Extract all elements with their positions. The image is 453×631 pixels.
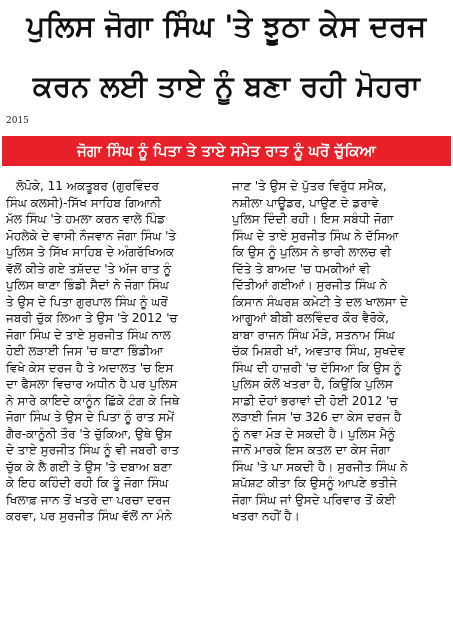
article-line: ਨੂੰ ਨਵਾ ਮੋੜ ਦੇ ਸਕਦੀ ਹੈ। ਪੁਲਿਸ ਮੈਨੂੰ: [232, 426, 396, 441]
article-line: ਹੋਈ ਲੜਾਈ ਜਿਸ 'ਚ ਥਾਣਾ ਭਿੰਡੀਆ: [6, 344, 164, 358]
article-line: ਵੱਲੋਂ ਕੀਤੇ ਗਏ ਤਸ਼ੱਦਦ 'ਤੇ ਅੱਜ ਰਾਤ ਨੂੰ: [6, 261, 172, 276]
article-line: ਕੇ ਇਹ ਕਹਿੰਦੀ ਰਹੀ ਕਿ ਤੂੰ ਜੋਗਾ ਸਿੰਘ: [6, 476, 169, 490]
article-line: ਜੋਗਾ ਸਿੰਘ ਦੇ ਤਾਏ ਸੁਰਜੀਤ ਸਿੰਘ ਨਾਲ: [6, 327, 171, 342]
article-line: ਗੈਰ-ਕਾਨੂੰਨੀ ਤੌਰ 'ਤੇ ਚੁੱਕਿਆ, ਉਥੇ ਉਸ: [6, 426, 172, 441]
article-line: ਤੇ ਉਸ ਦੇ ਪਿਤਾ ਗੁਰਪਾਲ ਸਿੰਘ ਨੂੰ ਘਰੋਂ: [6, 294, 168, 309]
article-line: ਨਸ਼ੀਲਾ ਪਾਊਡਰ, ਪਾਉਣ ਦੇ ਡਰਾਵੇ: [232, 195, 379, 210]
article-line: ਮੱਲ ਸਿੰਘ 'ਤੇ ਹਮਲਾ ਕਰਨ ਵਾਲੇ ਪਿੰਡ: [6, 212, 166, 226]
article-line: ਦੇ ਤਾਏ ਸੁਰਜੀਤ ਸਿੰਘ ਨੂੰ ਵੀ ਜਬਰੀ ਰਾਤ: [6, 443, 179, 457]
article-line: ਸਿੰਘ ਕਲਸੀ)-ਸਿੱਖ ਸਾਹਿਬ ਗਿਆਨੀ: [6, 195, 162, 210]
subheadline-text: ਜੋਗਾ ਸਿੰਘ ਨੂੰ ਪਿਤਾ ਤੇ ਤਾਏ ਸਮੇਤ ਰਾਤ ਨੂੰ ਘਰੋਂ ਚੁੱਕਿਆ: [77, 142, 376, 160]
article-column-right: [232, 178, 448, 525]
article-column-left: [6, 178, 220, 525]
article-line: ਕਰਵਾ, ਪਰ ਸੁਰਜੀਤ ਸਿੰਘ ਵੱਲੋਂ ਨਾ ਮੰਨੇ: [6, 509, 172, 523]
article-line: ਪੁਲਿਸ ਕੋਲੋਂ ਖਤਰਾ ਹੈ, ਕਿਉਂਕਿ ਪੁਲਿਸ: [232, 377, 393, 391]
article-line: ਚੁੱਕ ਕੇ ਲੈ ਗਈ ਤੇ ਉਸ 'ਤੇ ਦਬਾਅ ਬਣਾ: [6, 459, 172, 474]
article-line: ਸਾਡੀ ਦੋਹਾਂ ਭਰਾਵਾਂ ਦੀ ਹੋਈ 2012 'ਚ: [232, 393, 398, 408]
article-line: ਦਾ ਫੈਸਲਾ ਵਿਚਾਰ ਅਧੀਨ ਹੈ ਪਰ ਪੁਲਿਸ: [6, 377, 178, 391]
article-line: ਸ਼ਪੱਸ਼ਟ ਕੀਤਾ ਕਿ ਉਸਨੂੰ ਆਪਣੇ ਭਤੀਜੇ: [232, 476, 398, 490]
article-line: ਪੁਲਿਸ ਦਿੰਦੀ ਰਹੀ। ਇਸ ਸਬੰਧੀ ਜੋਗਾ: [232, 212, 394, 226]
article-line: ਸਿੰਘ ਦੀ ਹਾਜ਼ਰੀ 'ਚ ਦੱਸਿਆ ਕਿ ਉਸ ਨੂੰ: [232, 360, 402, 375]
article-line: ਦਿੱਤੇ ਤੇ ਬਾਅਦ 'ਚ ਧਮਕੀਆਂ ਵੀ: [232, 261, 371, 276]
article-line: ਜਾਨੋਂ ਮਾਰਕੇ ਇਸ ਕਤਲ ਦਾ ਕੇਸ ਜੋਗਾ: [232, 443, 391, 457]
year-label: 2015: [6, 116, 29, 126]
article-line: ਪੁਲਿਸ ਤੇ ਸਿੱਖ ਸਾਹਿਬ ਦੇ ਅੰਗਰੱਖਿਅਕ: [6, 245, 175, 259]
article-line: ਕਿਸਾਨ ਸੰਘਰਸ਼ ਕਮੇਟੀ ਤੇ ਦਲ ਖਾਲਸਾ ਦੇ: [232, 294, 408, 309]
article-line: ਖਿਲਾਫ਼ ਜਾਨ ਤੋਂ ਖਤਰੇ ਦਾ ਪਰਚਾ ਦਰਜ: [6, 492, 171, 507]
article-line: ਜੋਗਾ ਸਿੰਘ ਜਾਂ ਉਸਦੇ ਪਰਿਵਾਰ ਤੋਂ ਕੋਈ: [232, 492, 396, 507]
article-line: ਸਿੰਘ 'ਤੇ ਪਾ ਸਕਦੀ ਹੈ। ਸੁਰਜੀਤ ਸਿੰਘ ਨੇ: [232, 459, 408, 474]
subheadline-banner: [2, 136, 451, 166]
article-line: ਲੋਪੋਕੇ, 11 ਅਕਤੂਬਰ (ਗੁਰਵਿੰਦਰ: [16, 179, 159, 193]
headline-line-1: ਪੁਲਿਸ ਜੋਗਾ ਸਿੰਘ 'ਤੇ ਝੂਠਾ ਕੇਸ ਦਰਜ: [26, 9, 427, 43]
article-line: ਮੋਹਲੇਕੇ ਦੇ ਵਾਸੀ ਨੌਜਵਾਨ ਜੋਗਾ ਸਿੰਘ 'ਤੇ: [6, 228, 177, 243]
article-line: ਚੱਕ ਮਿਸ਼ਰੀ ਖਾਂ, ਅਵਤਾਰ ਸਿੰਘ, ਸੁਖਦੇਵ: [232, 344, 406, 358]
article-line: ਆਗੂਆਂ ਬੀਬੀ ਬਲਵਿੰਦਰ ਕੌਰ ਵੈਰੋਕੇ,: [232, 311, 389, 325]
article-line: ਬਾਬਾ ਰਾਜਨ ਸਿੰਘ ਮੌੜੇ, ਸਤਨਾਮ ਸਿੰਘ: [232, 327, 395, 342]
headline-line-2: ਕਰਨ ਲਈ ਤਾਏ ਨੂੰ ਬਣਾ ਰਹੀ ਮੋਹਰਾ: [32, 69, 421, 103]
article-line: ਜਬਰੀ ਚੁੱਕ ਲਿਆ ਤੇ ਉਸ 'ਤੇ 2012 'ਚ: [6, 311, 178, 325]
article-line: ਕਿ ਉਸ ਨੂੰ ਪੁਲਿਸ ਨੇ ਭਾਰੀ ਲਾਲਚ ਵੀ: [232, 245, 392, 259]
article-line: ਵਿਖੇ ਕੇਸ ਦਰਜ ਹੈ ਤੇ ਅਦਾਲਤ 'ਚ ਇਸ: [6, 360, 174, 375]
article-line: ਜਾਣ 'ਤੇ ਉਸ ਦੇ ਪੁੱਤਰ ਵਿਰੁੱਧ ਸਮੈਕ,: [232, 179, 387, 193]
article-line: ਦਿੱਤੀਆਂ ਗਈਆਂ। ਸੁਰਜੀਤ ਸਿੰਘ ਨੇ: [232, 278, 387, 292]
article-line: ਲੜਾਈ ਜਿਸ 'ਚ 326 ਦਾ ਕੇਸ ਦਰਜ ਹੈ: [232, 410, 402, 424]
article-line: ਪੁਲਿਸ ਥਾਣਾ ਭਿੰਡੀ ਸੈਦਾਂ ਨੇ ਜੋਗਾ ਸਿੰਘ: [6, 278, 169, 292]
article-line: ਨੇ ਸਾਰੇ ਕਾਇਦੇ ਕਾਨੂੰਨ ਛਿੱਕੇ ਟੰਗ ਕੇ ਜਿਥੇ: [6, 393, 180, 408]
article-line: ਸਿੰਘ ਦੇ ਤਾਏ ਸੁਰਜੀਤ ਸਿੰਘ ਨੇ ਦੱਸਿਆ: [232, 228, 399, 243]
article-line: ਖਤਰਾ ਨਹੀਂ ਹੈ।: [232, 509, 300, 523]
article-line: ਜੋਗਾ ਸਿੰਘ ਤੇ ਉਸ ਦੇ ਪਿਤਾ ਨੂੰ ਰਾਤ ਸਮੇਂ: [6, 410, 175, 424]
